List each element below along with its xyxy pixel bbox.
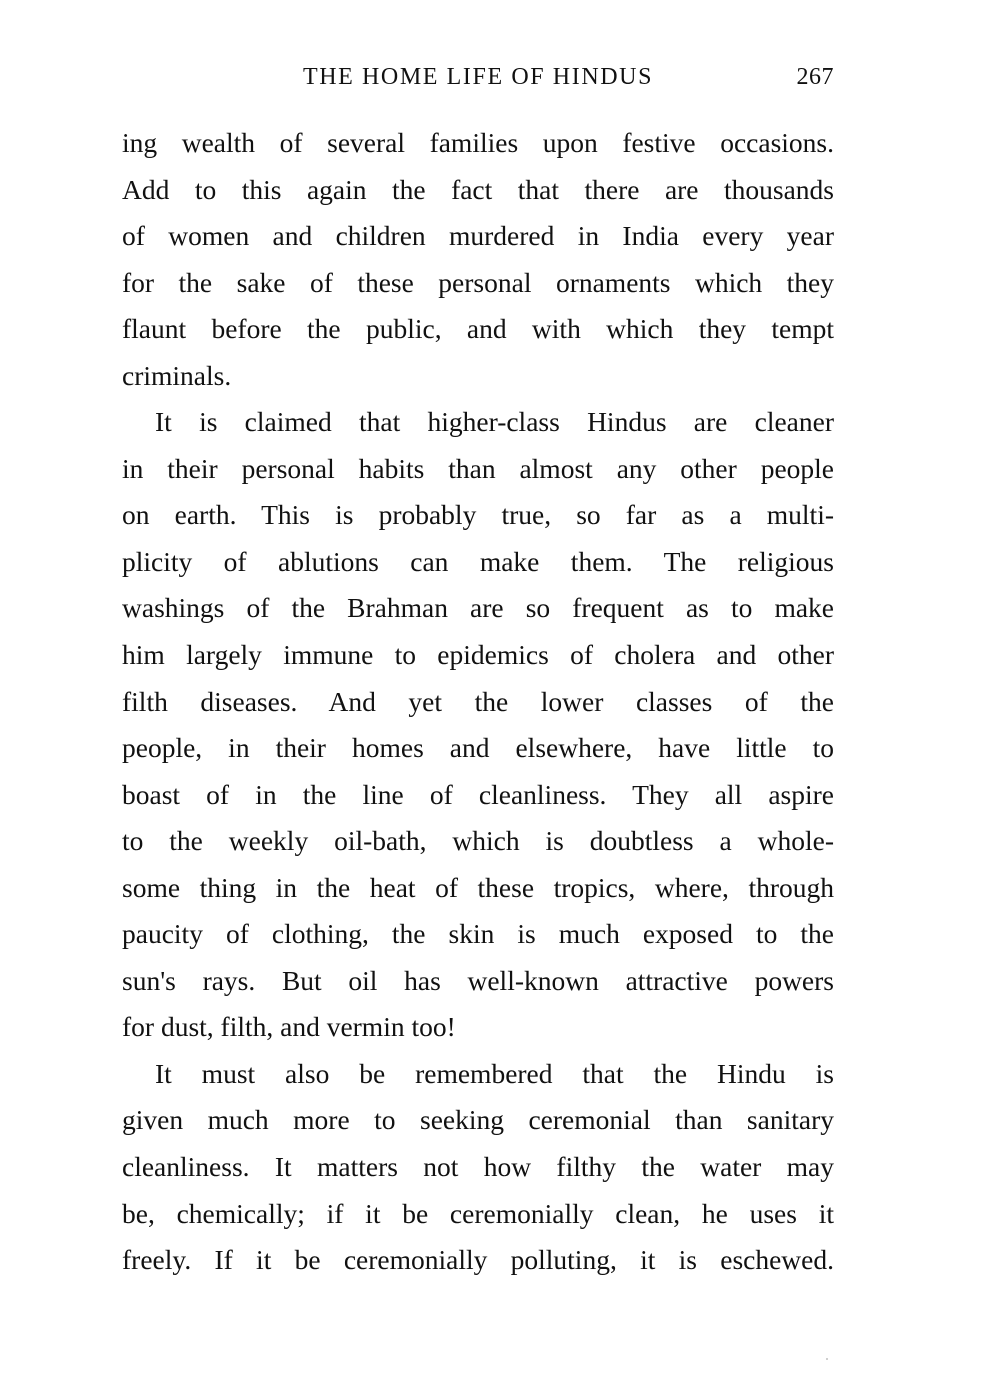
text-line: of women and children murdered in India every year xyxy=(122,220,834,252)
text-line: be, chemically; if it be ceremonially clean, he uses it xyxy=(122,1197,834,1229)
text-line: him largely immune to epidemics of cholera and other xyxy=(122,639,834,671)
text-line: plicity of ablutions can make them. The religious xyxy=(122,545,834,577)
text-line: sun's rays. But oil has well-known attractive powers xyxy=(122,964,834,996)
paragraph-2 xyxy=(122,399,834,1051)
paper-speck xyxy=(826,1358,828,1360)
text-line: in their personal habits than almost any other people xyxy=(122,452,834,484)
text-line: some thing in the heat of these tropics, where, through xyxy=(122,871,834,903)
paragraph-1 xyxy=(122,120,834,399)
running-title: THE HOME LIFE OF HINDUS xyxy=(302,64,654,90)
running-head xyxy=(122,60,834,94)
page-number: 267 xyxy=(796,64,834,90)
text-line: for the sake of these personal ornaments which they xyxy=(122,266,834,298)
text-line: flaunt before the public, and with which they tempt xyxy=(122,313,834,345)
text-line: It is claimed that higher-class Hindus are cleaner xyxy=(155,406,834,438)
text-line: given much more to seeking ceremonial than sanitary xyxy=(122,1104,834,1136)
text-line: on earth. This is probably true, so far as a multi- xyxy=(122,499,834,531)
text-line: It must also be remembered that the Hindu is xyxy=(155,1057,834,1089)
text-line: freely. If it be ceremonially polluting, it is eschewed. xyxy=(122,1244,834,1276)
text-line: paucity of clothing, the skin is much exposed to the xyxy=(122,918,834,950)
text-line: washings of the Brahman are so frequent as to make xyxy=(122,592,834,624)
paragraph-3 xyxy=(122,1051,834,1284)
text-line: people, in their homes and elsewhere, have little to xyxy=(122,732,834,764)
text-line: cleanliness. It matters not how filthy the water may xyxy=(122,1151,834,1183)
body-text xyxy=(122,120,834,1284)
text-line: to the weekly oil-bath, which is doubtless a whole- xyxy=(122,825,834,857)
text-line: for dust, filth, and vermin too! xyxy=(122,1011,456,1043)
text-line: criminals. xyxy=(122,359,232,391)
text-line: ing wealth of several families upon festive occasions. xyxy=(122,127,834,158)
text-line: boast of in the line of cleanliness. They all aspire xyxy=(122,778,834,810)
text-line: Add to this again the fact that there are thousands xyxy=(122,173,834,205)
text-line: filth diseases. And yet the lower classes of the xyxy=(122,685,834,717)
